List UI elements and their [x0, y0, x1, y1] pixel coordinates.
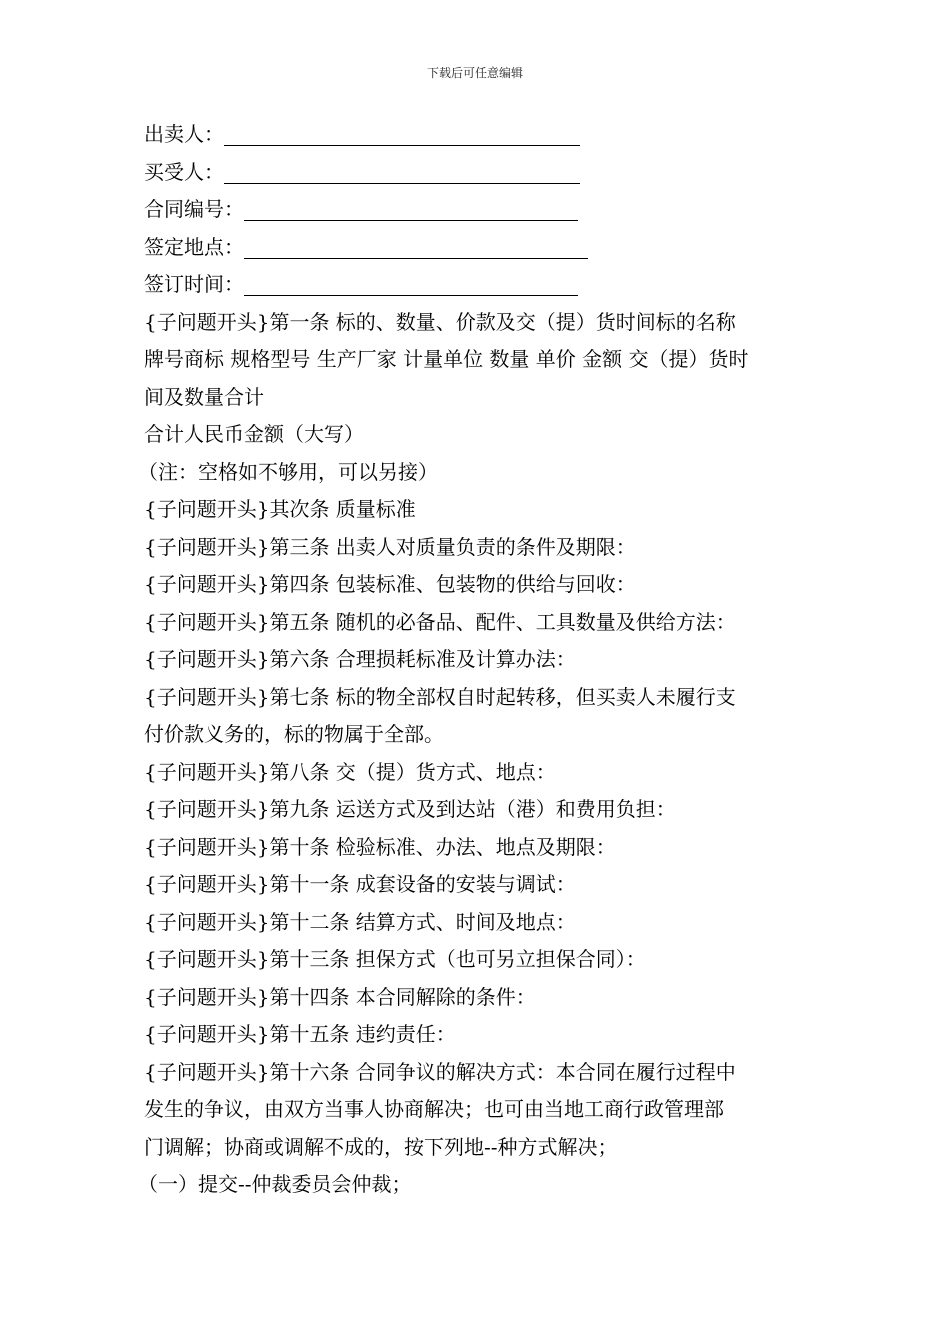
contract-no-line [144, 191, 816, 229]
clause-10-line: {子问题开头}第十条 检验标准、办法、地点及期限： [144, 834, 616, 859]
clause-16-line-2: 发生的争议，由双方当事人协商解决；也可由当地工商行政管理部 [144, 1097, 724, 1121]
clause-1-line-2: 牌号商标 规格型号 生产厂家 计量单位 数量 单价 金额 交（提）货时 [144, 347, 749, 371]
contract-no-label: 合同编号： [144, 197, 244, 221]
clause-16-line-1: {子问题开头}第十六条 合同争议的解决方式：本合同在履行过程中 [144, 1059, 736, 1084]
page-header: 下载后可任意编辑 [426, 66, 523, 80]
clause-11-line: {子问题开头}第十一条 成套设备的安装与调试： [144, 872, 576, 896]
seller-label: 出卖人： [144, 122, 224, 146]
sign-time-label: 签订时间： [144, 272, 244, 296]
note-line: （注：空格如不够用，可以另接） [138, 459, 438, 484]
sign-place-line [144, 229, 816, 267]
clause-16-line-3: 门调解；协商或调解不成的，按下列地--种方式解决； [144, 1134, 618, 1159]
sign-time-blank [244, 271, 578, 296]
buyer-line [144, 154, 816, 192]
sign-place-label: 签定地点： [144, 234, 244, 259]
clause-3-line: {子问题开头}第三条 出卖人对质量负责的条件及期限： [144, 534, 636, 559]
contract-no-blank [244, 196, 578, 221]
clause-1-line-3: 间及数量合计 [144, 384, 264, 409]
clause-9-line: {子问题开头}第九条 运送方式及到达站（港）和费用负担： [144, 797, 676, 821]
clause-5-line: {子问题开头}第五条 随机的必备品、配件、工具数量及供给方法： [144, 609, 736, 634]
clause-4-line: {子问题开头}第四条 包装标准、包装物的供给与回收： [144, 572, 636, 596]
clause-13-line: {子问题开头}第十三条 担保方式（也可另立担保合同）： [144, 947, 646, 971]
buyer-blank [224, 159, 580, 184]
clause-7-line-1: {子问题开头}第七条 标的物全部权自时起转移，但买卖人未履行支 [144, 684, 736, 709]
clause-8-line: {子问题开头}第八条 交（提）货方式、地点： [144, 759, 556, 784]
seller-line [144, 116, 816, 154]
clause-2-line: {子问题开头}其次条 质量标准 [144, 497, 416, 521]
total-amount-line: 合计人民币金额（大写） [144, 422, 364, 446]
clause-15-line: {子问题开头}第十五条 违约责任： [144, 1022, 456, 1046]
clause-7-line-2: 付价款义务的，标的物属于全部。 [144, 722, 444, 746]
seller-blank [224, 121, 580, 146]
clause-6-line: {子问题开头}第六条 合理损耗标准及计算办法： [144, 647, 576, 671]
arbitration-option-line: （一）提交--仲裁委员会仲裁； [138, 1172, 412, 1196]
buyer-label: 买受人： [144, 159, 224, 184]
document-body [138, 116, 816, 1204]
clause-1-line-1: {子问题开头}第一条 标的、数量、价款及交（提）货时间标的名称 [144, 309, 736, 334]
clause-14-line: {子问题开头}第十四条 本合同解除的条件： [144, 984, 536, 1009]
sign-time-line [144, 266, 816, 304]
clause-12-line: {子问题开头}第十二条 结算方式、时间及地点： [144, 909, 576, 934]
sign-place-blank [244, 234, 588, 259]
